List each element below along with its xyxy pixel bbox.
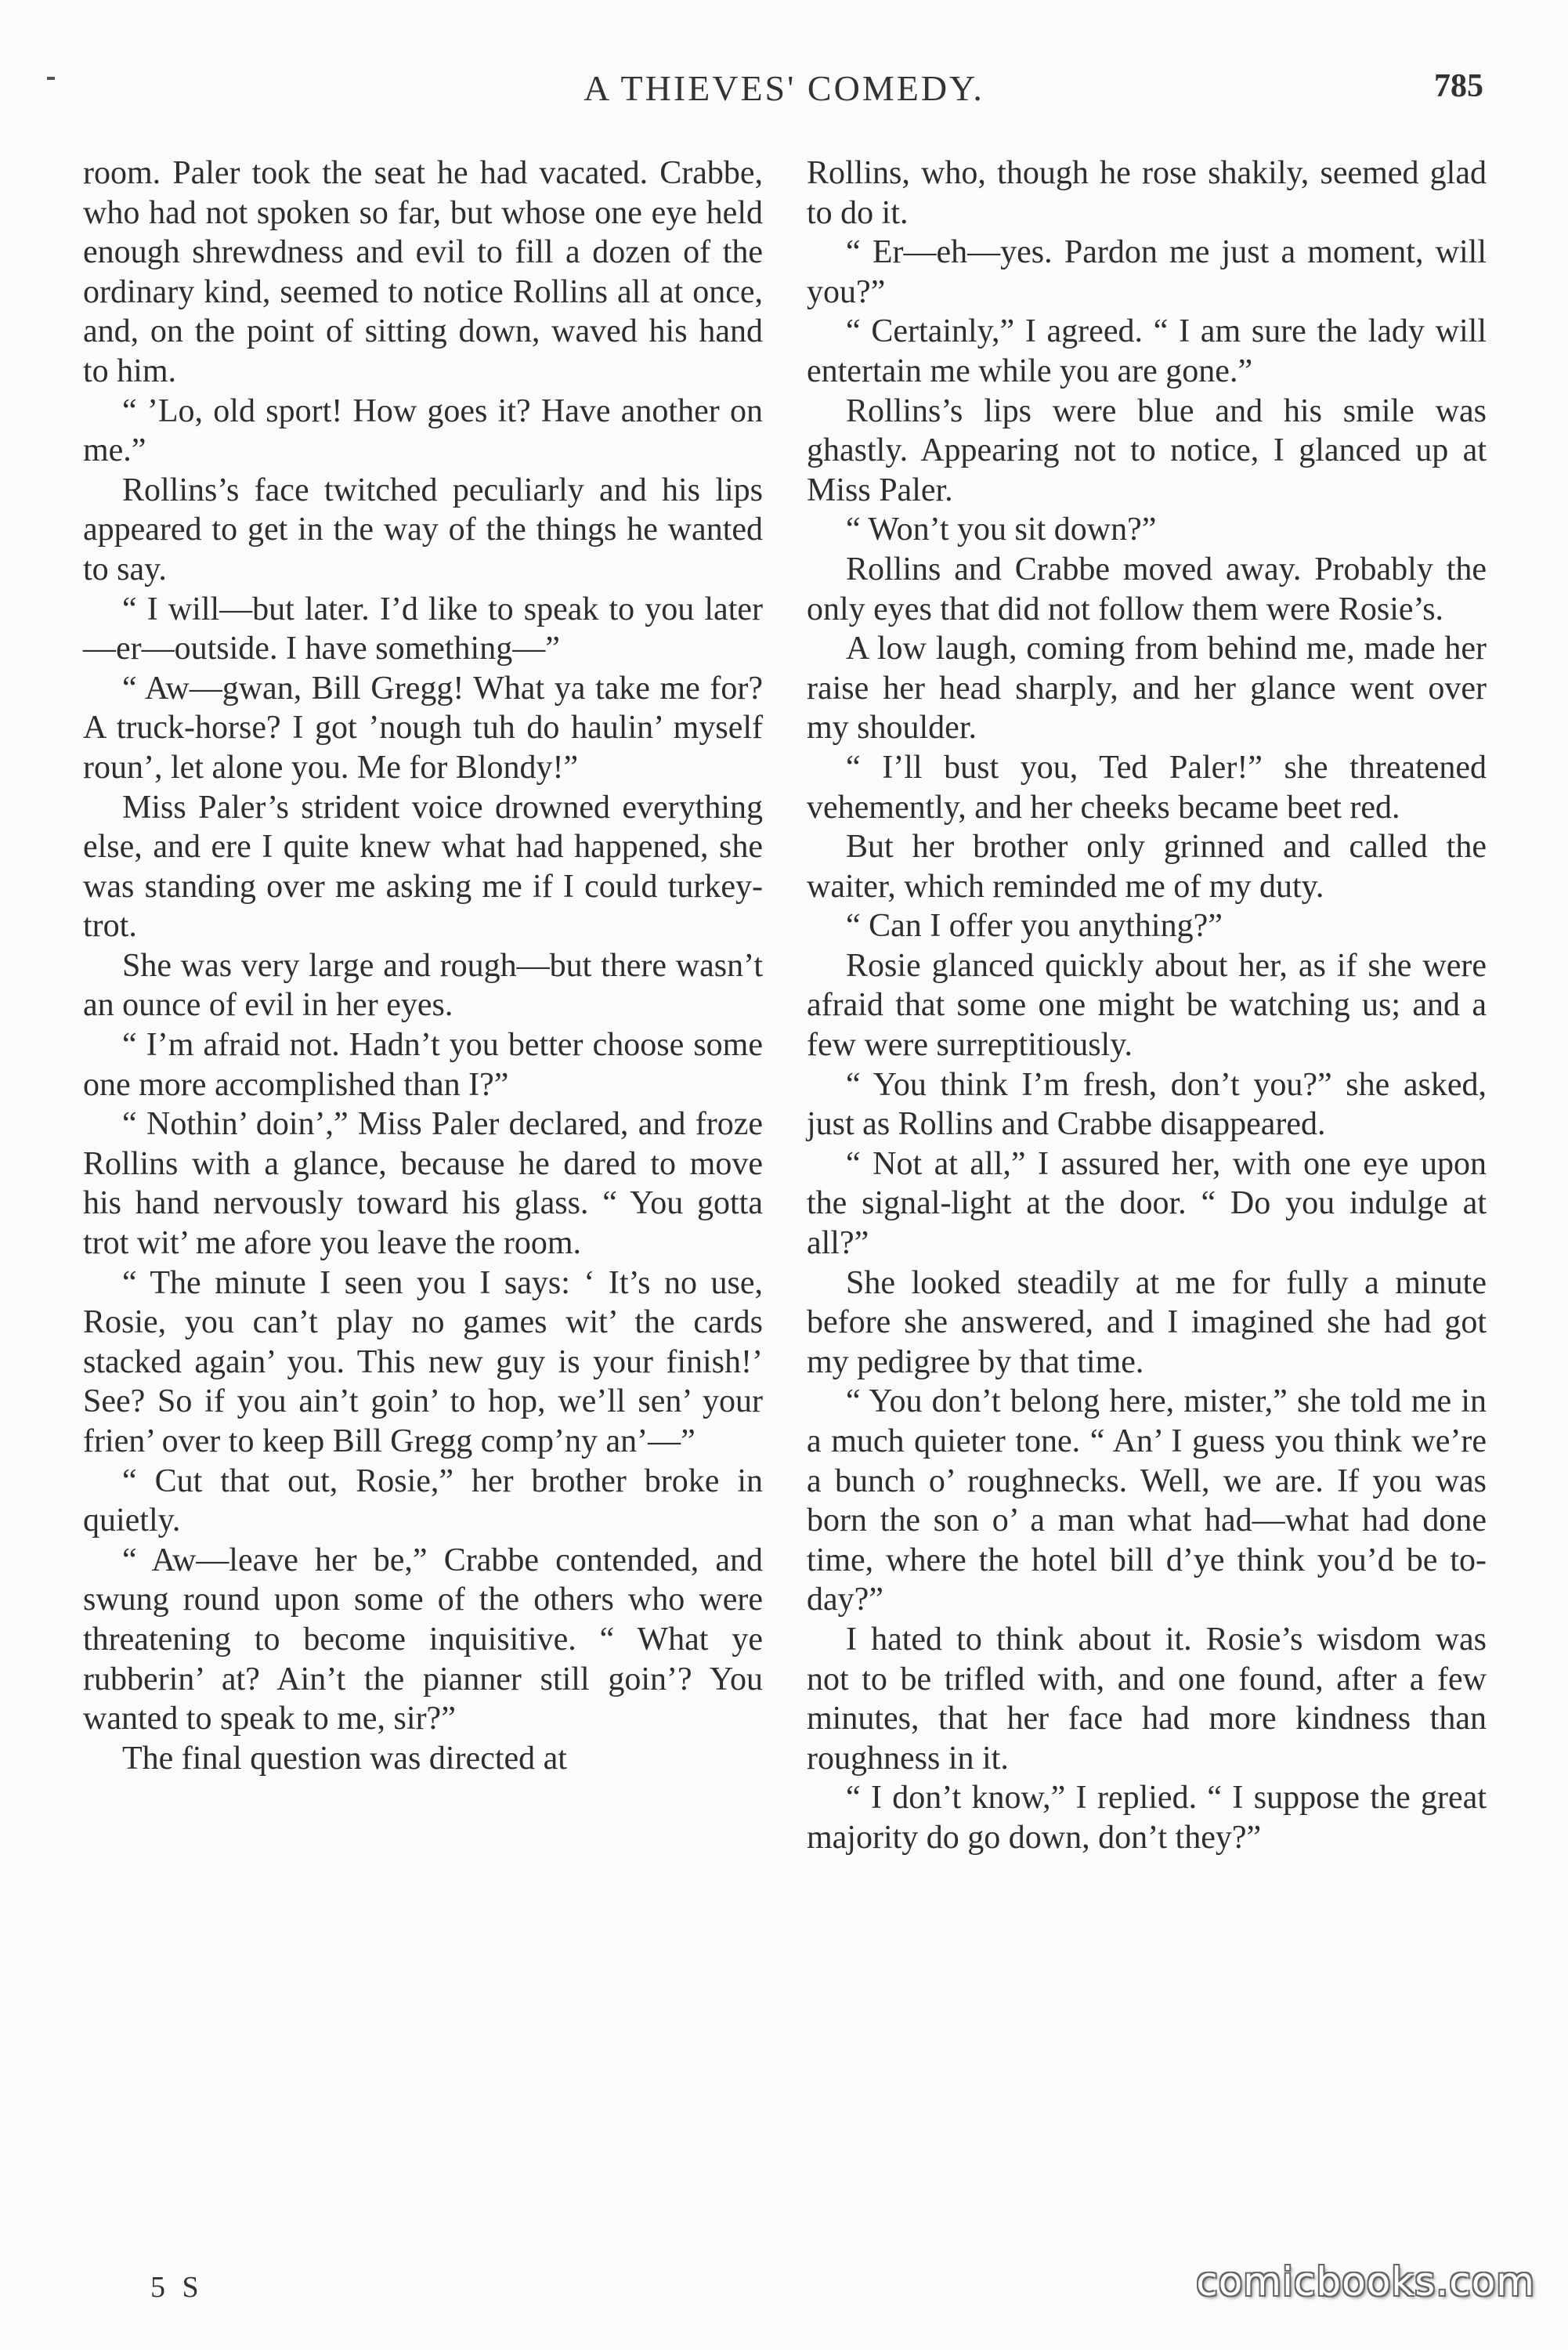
paragraph: Miss Paler’s strident voice drowned everything else, and ere I quite knew what had happened, she was standing over me asking me if I could turkey-trot. bbox=[83, 789, 763, 945]
paragraph: “ Can I offer you anything?” bbox=[846, 908, 1223, 945]
paragraph: “ I will—but later. I’d like to speak to you later—er—outside. I have something—” bbox=[83, 591, 763, 667]
paragraph: “ I’ll bust you, Ted Paler!” she threatened vehemently, and her cheeks became beet red. bbox=[807, 749, 1487, 826]
signature-mark: 5 S bbox=[150, 2271, 204, 2304]
paragraph: “ Not at all,” I assured her, with one eye upon the signal-light at the door. “ Do you indulge at all?” bbox=[807, 1145, 1487, 1262]
paragraph: “ I’m afraid not. Hadn’t you better choose some one more accomplished than I?” bbox=[83, 1027, 763, 1103]
paragraph: “ Aw—gwan, Bill Gregg! What ya take me for? A truck-horse? I got ’nough tuh do haulin’ myself roun’, let alone you. Me for Blondy!” bbox=[83, 670, 763, 786]
paragraph: The final question was directed at bbox=[122, 1740, 567, 1777]
page-number: 785 bbox=[1434, 68, 1483, 104]
paragraph: She looked steadily at me for fully a minute before she answered, and I imagined she had got my pedigree by that time. bbox=[807, 1264, 1487, 1380]
paragraph: Rollins and Crabbe moved away. Probably the only eyes that did not follow them were Rosie’s. bbox=[807, 551, 1487, 627]
paragraph: “ The minute I seen you I says: ‘ It’s no use, Rosie, you can’t play no games wit’ the cards stacked again’ you. This new guy is your finish!’ See? So if you ain’t goin’ to hop, we’ll sen’ your frien’ over to keep Bill Gregg comp’ny an’—” bbox=[83, 1264, 763, 1459]
running-title: A THIEVES' COMEDY. bbox=[583, 68, 985, 108]
paragraph: Rollins, who, though he rose shakily, seemed glad to do it. bbox=[807, 155, 1487, 231]
paragraph: “ Aw—leave her be,” Crabbe contended, and swung round upon some of the others who were threatening to become inquisitive. “ What ye rubberin’ at? Ain’t the pianner still goin’? You wanted to speak to me, sir?” bbox=[83, 1542, 763, 1737]
paragraph: “ You think I’m fresh, don’t you?” she asked, just as Rollins and Crabbe disappeared. bbox=[807, 1066, 1487, 1143]
paragraph: “ ’Lo, old sport! How goes it? Have another on me.” bbox=[83, 392, 763, 469]
paragraph: “ I don’t know,” I replied. “ I suppose the great majority do go down, don’t they?” bbox=[807, 1780, 1487, 1856]
paragraph: Rosie glanced quickly about her, as if she were afraid that some one might be watching us; and a few were surreptitiously. bbox=[807, 947, 1487, 1064]
left-column bbox=[83, 154, 763, 1778]
right-column bbox=[807, 154, 1487, 1858]
paragraph: A low laugh, coming from behind me, made her raise her head sharply, and her glance went over my shoulder. bbox=[807, 631, 1487, 747]
paragraph: “ Er—eh—yes. Pardon me just a moment, will you?” bbox=[807, 234, 1487, 310]
paragraph: “ Cut that out, Rosie,” her brother broke in quietly. bbox=[83, 1462, 763, 1539]
paragraph: “ Certainly,” I agreed. “ I am sure the lady will entertain me while you are gone.” bbox=[807, 313, 1487, 389]
paragraph: room. Paler took the seat he had vacated. Crabbe, who had not spoken so far, but whose one eye held enough shrewdness and evil to fill a dozen of the ordinary kind, seemed to notice Rollins all at once, and, on the point of sitting down, waved his hand to him. bbox=[83, 155, 763, 389]
paragraph: Rollins’s face twitched peculiarly and his lips appeared to get in the way of the things he wanted to say. bbox=[83, 472, 763, 588]
paragraph: “ Won’t you sit down?” bbox=[846, 512, 1157, 548]
page-header bbox=[0, 67, 1568, 122]
watermark: comicbooks.com bbox=[1196, 2259, 1535, 2305]
paragraph: But her brother only grinned and called the waiter, which reminded me of my duty. bbox=[807, 829, 1487, 905]
paragraph: I hated to think about it. Rosie’s wisdom was not to be trifled with, and one found, after a few minutes, that her face had more kindness than roughness in it. bbox=[807, 1621, 1487, 1777]
paragraph: “ Nothin’ doin’,” Miss Paler declared, and froze Rollins with a glance, because he dared to move his hand nervously toward his glass. “ You gotta trot wit’ me afore you leave the room. bbox=[83, 1106, 763, 1262]
paragraph: She was very large and rough—but there wasn’t an ounce of evil in her eyes. bbox=[83, 947, 763, 1024]
paragraph: “ You don’t belong here, mister,” she told me in a much quieter tone. “ An’ I guess you think we’re a bunch o’ roughnecks. Well, we are. If you was born the son o’ a man what had—what had done time, where the hotel bill d’ye think you’d be to-day?” bbox=[807, 1383, 1487, 1618]
paragraph: Rollins’s lips were blue and his smile was ghastly. Appearing not to notice, I glanced up at Miss Paler. bbox=[807, 392, 1487, 508]
